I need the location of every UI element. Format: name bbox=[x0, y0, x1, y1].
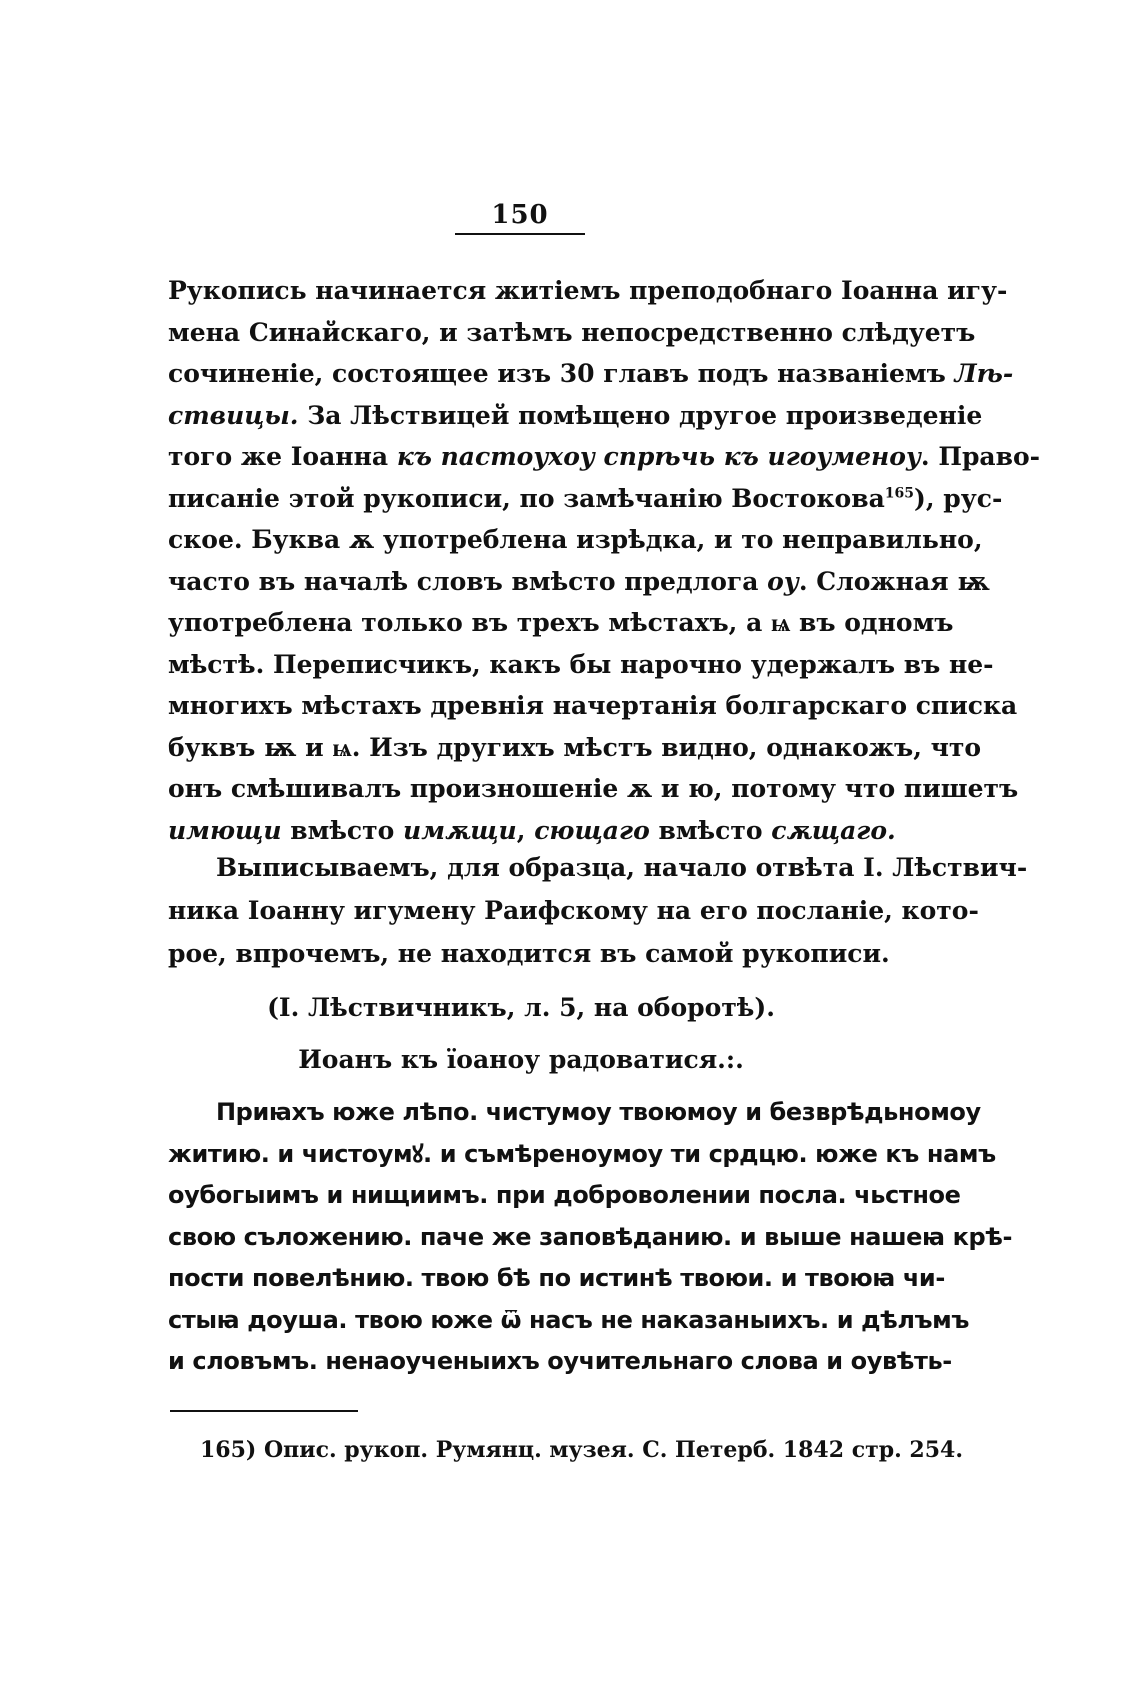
slavonic-line: свою съложению. паче же заповѣданию. и выше нашеꙗ крѣ- bbox=[168, 1222, 1013, 1251]
paragraph-manuscript-description bbox=[168, 270, 1041, 851]
text-line: употреблена только въ трехъ мѣстахъ, а ѩ въ одномъ bbox=[168, 608, 954, 637]
footnote-165: 165) Опис. рукоп. Румянц. музея. С. Петерб. 1842 стр. 254. bbox=[200, 1437, 964, 1463]
text-fragment: вмѣсто bbox=[290, 815, 395, 845]
text-fragment: ), рус- bbox=[914, 483, 1003, 513]
text-line: Рукопись начинается житiемъ преподобнаго Iоанна игу- bbox=[168, 276, 1008, 305]
slavonic-line: и словъмъ. ненаоученыихъ оучительнаго слова и оувѣть- bbox=[168, 1347, 952, 1375]
slavonic-line: стыꙗ доуша. твою юже ѿ насъ не наказаныихъ. и дѣлъмъ bbox=[168, 1305, 969, 1334]
paragraph-excerpt-intro bbox=[168, 846, 1028, 975]
text-line: ника Iоанну игумену Раифскому на его посланiе, кото- bbox=[168, 896, 979, 925]
text-fragment: , bbox=[516, 815, 526, 845]
italic-imyushchi: имющи bbox=[168, 815, 282, 845]
italic-syashchaago: сѫщаго. bbox=[771, 815, 896, 845]
slavonic-line: оубогыимъ и нищиимъ. при доброволении посла. чьстное bbox=[168, 1181, 961, 1209]
text-fragment: вмѣсто bbox=[658, 815, 763, 845]
text-line bbox=[168, 436, 1041, 478]
text-line: мена Синайскаго, и затѣмъ непосредственно слѣдуетъ bbox=[168, 317, 976, 347]
italic-imyashchi: имѫщи bbox=[403, 815, 517, 845]
source-citation: (I. Лѣствичникъ, л. 5, на оборотѣ). bbox=[267, 993, 775, 1022]
text-fragment: . Право- bbox=[920, 442, 1041, 471]
slavonic-line: пости повелѣнию. твою бѣ по истинѣ твоюи. и твоюꙗ чи- bbox=[168, 1264, 945, 1292]
text-line bbox=[168, 478, 1003, 520]
text-line: буквъ ѭ и ѩ. Изъ другихъ мѣстъ видно, однакожъ, что bbox=[168, 732, 982, 762]
text-fragment: . Сложная ѭ bbox=[798, 566, 990, 596]
text-fragment: того же Iоанна bbox=[168, 442, 389, 471]
italic-syushchago: сющаго bbox=[534, 815, 650, 845]
page-number: 150 bbox=[491, 200, 549, 230]
text-line: онъ смѣшивалъ произношенiе ѫ и ю, потому что пишетъ bbox=[168, 774, 1019, 803]
text-line: ское. Буква ѫ употреблена изрѣдка, и то неправильно, bbox=[168, 525, 983, 554]
text-line: мѣстѣ. Переписчикъ, какъ бы нарочно удержалъ въ не- bbox=[168, 649, 994, 679]
text-line: многихъ мѣстахъ древнiя начертанiя болгарскаго списка bbox=[168, 691, 1018, 720]
footnote-reference: 165 bbox=[884, 485, 915, 502]
text-line bbox=[168, 395, 983, 437]
text-fragment: За Лѣствицей помѣщено другое произведенiе bbox=[307, 400, 983, 430]
text-fragment: часто въ началѣ словъ вмѣсто предлога bbox=[168, 566, 759, 596]
excerpt-heading: Иоанъ къ їоаноу радоватися.:. bbox=[298, 1045, 744, 1074]
italic-ou: оу bbox=[767, 566, 799, 596]
church-slavonic-excerpt bbox=[168, 1092, 1013, 1383]
text-line bbox=[168, 810, 896, 852]
page-number-underline bbox=[455, 233, 585, 235]
slavonic-line: Приꙗхъ юже лѣпо. чистумоу твоюмоу и безврѣдьномоу bbox=[216, 1098, 981, 1126]
slavonic-line: житию. и чистоумꙋ. и съмѣреноумоу ти срдцю. юже къ намъ bbox=[168, 1139, 996, 1168]
italic-lestvitsy-continued: ствицы. bbox=[168, 400, 299, 430]
text-line: Выписываемъ, для образца, начало отвѣта I. Лѣствич- bbox=[216, 853, 1028, 882]
italic-k-pastukhu: къ пастоухоу спрѣчь къ игоуменоу bbox=[396, 442, 921, 471]
text-fragment: писанiе этой рукописи, по замѣчанiю Востокова bbox=[168, 483, 885, 513]
footnote-separator bbox=[170, 1410, 358, 1412]
italic-lestvitsy: Лѣ- bbox=[954, 359, 1014, 388]
text-line bbox=[168, 353, 1014, 395]
text-line: рое, впрочемъ, не находится въ самой рукописи. bbox=[168, 939, 890, 968]
text-line bbox=[168, 561, 990, 603]
text-fragment: сочиненiе, состоящее изъ 30 главъ подъ названiемъ bbox=[168, 359, 946, 388]
